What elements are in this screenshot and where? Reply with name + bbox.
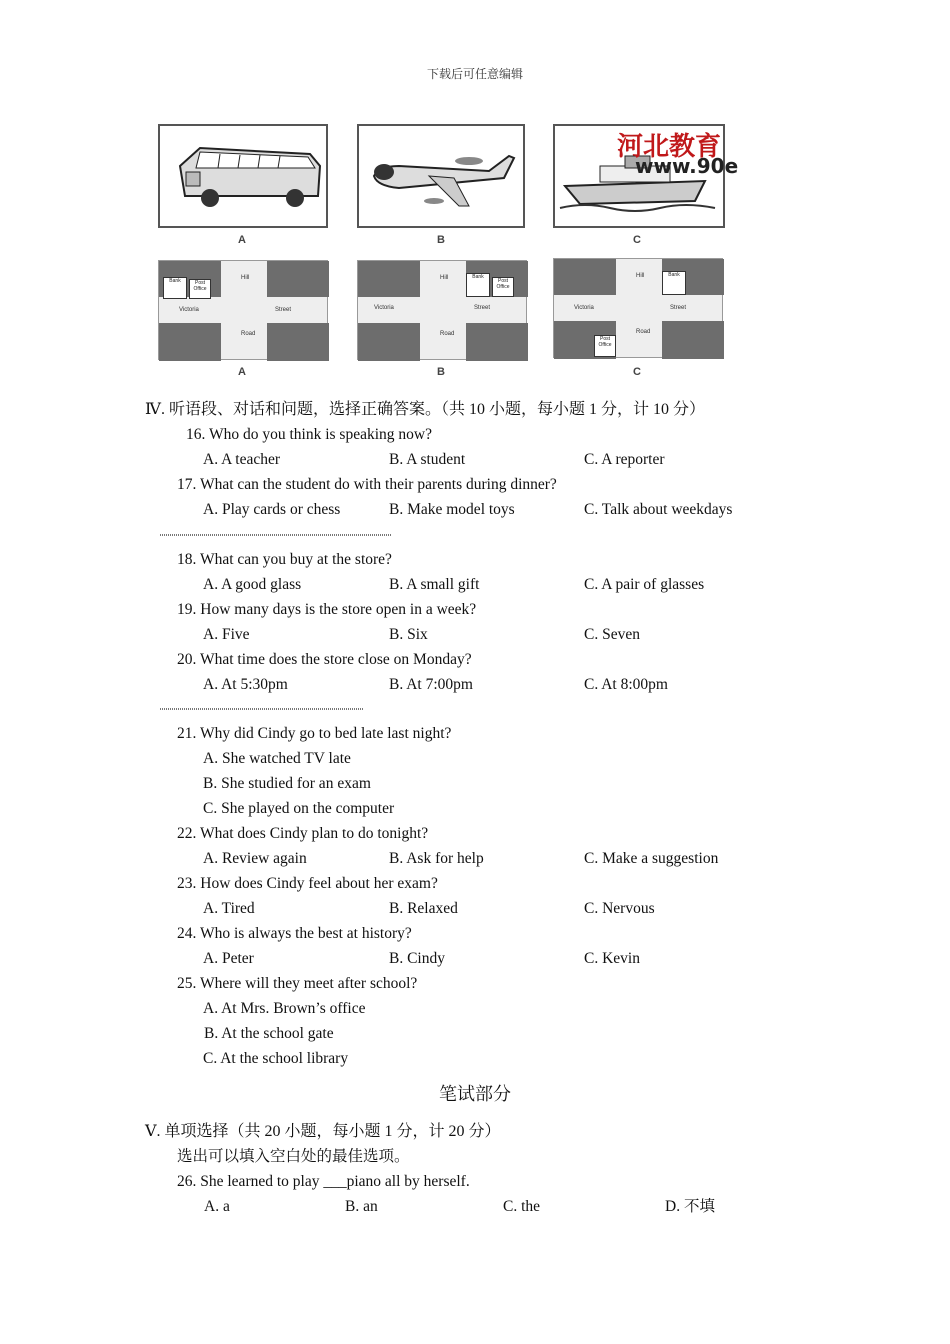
option-21-a: A. She watched TV late xyxy=(203,750,351,767)
option-25-a: A. At Mrs. Brown’s office xyxy=(203,1000,366,1017)
question-19: 19. How many days is the store open in a week? xyxy=(177,601,477,618)
option-26-b: B. an xyxy=(345,1198,378,1215)
question-21: 21. Why did Cindy go to bed late last night? xyxy=(177,725,452,742)
map-label-b: B xyxy=(437,366,445,378)
picture-label-b: B xyxy=(437,234,445,246)
option-23-a: A. Tired xyxy=(203,900,255,917)
written-section-title: 笔试部分 xyxy=(439,1084,511,1104)
map-c xyxy=(553,258,723,358)
option-18-a: A. A good glass xyxy=(203,576,302,593)
street-label: Street xyxy=(275,307,292,313)
watermark-text: 河北教育 xyxy=(617,132,722,162)
road-label: Hill xyxy=(440,275,449,281)
road-label: Road xyxy=(241,331,256,337)
question-22: 22. What does Cindy plan to do tonight? xyxy=(177,825,429,842)
street-label: Street xyxy=(670,305,687,311)
street-label: Street xyxy=(474,305,491,311)
post-office-building: Post Office xyxy=(594,335,616,357)
option-17-a: A. Play cards or chess xyxy=(203,501,341,518)
section-5-title: Ⅴ. 单项选择（共 20 小题，每小题 1 分，计 20 分） xyxy=(145,1123,501,1140)
street-label: Victoria xyxy=(179,307,199,313)
option-18-c: C. A pair of glasses xyxy=(584,576,705,593)
divider-line xyxy=(160,708,364,710)
option-19-c: C. Seven xyxy=(584,626,640,643)
question-25: 25. Where will they meet after school? xyxy=(177,975,418,992)
post-office-building: Post Office xyxy=(492,277,514,297)
option-21-c: C. She played on the computer xyxy=(203,800,395,817)
street-label: Victoria xyxy=(574,305,594,311)
bank-building: Bank xyxy=(163,277,187,299)
option-24-c: C. Kevin xyxy=(584,950,640,967)
road-label: Hill xyxy=(241,275,250,281)
picture-label-a: A xyxy=(238,234,246,246)
divider-line xyxy=(160,534,392,536)
question-23: 23. How does Cindy feel about her exam? xyxy=(177,875,438,892)
question-20: 20. What time does the store close on Monday? xyxy=(177,651,472,668)
option-16-c: C. A reporter xyxy=(584,451,665,468)
map-a xyxy=(158,260,328,360)
road-label: Hill xyxy=(636,273,645,279)
map-label-a: A xyxy=(238,366,246,378)
section-5-instruction: 选出可以填入空白处的最佳选项。 xyxy=(177,1148,410,1165)
option-25-b: B. At the school gate xyxy=(204,1025,334,1042)
option-26-c: C. the xyxy=(503,1198,541,1215)
picture-c-ship xyxy=(553,124,739,228)
road-label: Road xyxy=(440,331,455,337)
option-24-a: A. Peter xyxy=(203,950,254,967)
street-label: Victoria xyxy=(374,305,394,311)
option-22-c: C. Make a suggestion xyxy=(584,850,719,867)
option-18-b: B. A small gift xyxy=(389,576,480,593)
picture-a-bus xyxy=(158,124,328,228)
option-22-b: B. Ask for help xyxy=(389,850,484,867)
section-4-title: Ⅳ. 听语段、对话和问题，选择正确答案。（共 10 小题，每小题 1 分，计 10 分） xyxy=(145,401,705,418)
bank-building: Bank xyxy=(466,273,490,297)
question-24: 24. Who is always the best at history? xyxy=(177,925,412,942)
page-header: 下载后可任意编辑 xyxy=(426,67,523,81)
option-20-a: A. At 5:30pm xyxy=(203,676,288,693)
option-25-c: C. At the school library xyxy=(203,1050,349,1067)
bank-building: Bank xyxy=(662,271,686,295)
question-16: 16. Who do you think is speaking now? xyxy=(186,426,432,443)
option-19-b: B. Six xyxy=(389,626,428,643)
bus-icon xyxy=(160,126,326,226)
option-16-b: B. A student xyxy=(389,451,466,468)
post-office-building: Post Office xyxy=(189,279,211,299)
picture-b-airplane xyxy=(357,124,525,228)
picture-label-c: C xyxy=(633,234,641,246)
option-19-a: A. Five xyxy=(203,626,250,643)
option-26-d: D. 不填 xyxy=(665,1198,715,1215)
option-21-b: B. She studied for an exam xyxy=(203,775,371,792)
option-20-b: B. At 7:00pm xyxy=(389,676,473,693)
option-17-c: C. Talk about weekdays xyxy=(584,501,733,518)
question-18: 18. What can you buy at the store? xyxy=(177,551,392,568)
option-26-a: A. a xyxy=(204,1198,230,1215)
option-23-b: B. Relaxed xyxy=(389,900,458,917)
watermark-url: www.90e xyxy=(635,154,739,178)
option-17-b: B. Make model toys xyxy=(389,501,515,518)
option-20-c: C. At 8:00pm xyxy=(584,676,668,693)
question-26: 26. She learned to play ___piano all by herself. xyxy=(177,1173,470,1190)
map-label-c: C xyxy=(633,366,641,378)
option-24-b: B. Cindy xyxy=(389,950,445,967)
option-22-a: A. Review again xyxy=(203,850,307,867)
road-label: Road xyxy=(636,329,651,335)
question-17: 17. What can the student do with their parents during dinner? xyxy=(177,476,557,493)
option-16-a: A. A teacher xyxy=(203,451,281,468)
airplane-icon xyxy=(359,126,523,226)
map-b xyxy=(357,260,527,360)
option-23-c: C. Nervous xyxy=(584,900,655,917)
